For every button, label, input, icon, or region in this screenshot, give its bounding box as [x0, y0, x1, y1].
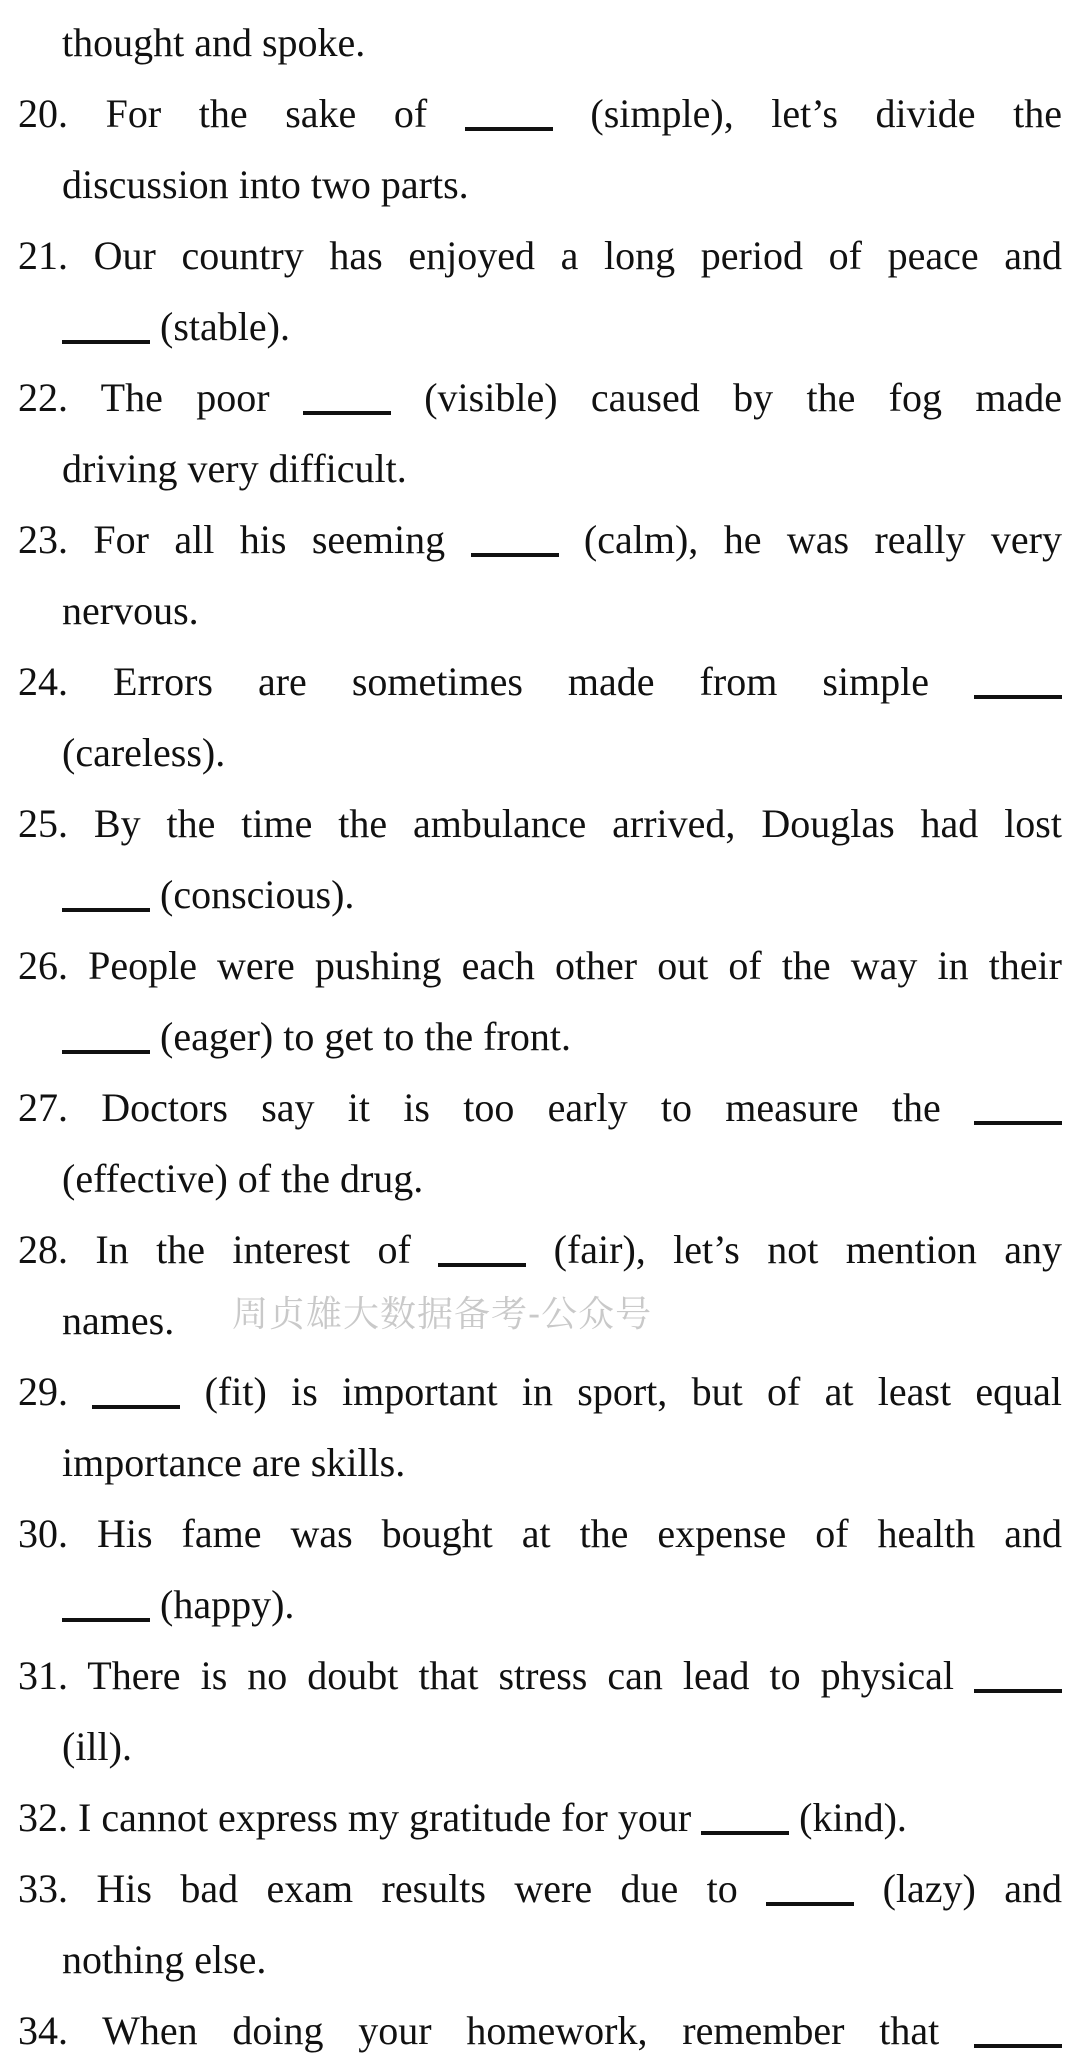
line-text: thought and spoke. — [62, 20, 366, 65]
line-text: (careless). — [62, 730, 226, 775]
line-text: (ill). — [62, 1724, 132, 1769]
line-text: (eager) to get to the front. — [62, 1002, 1062, 1072]
line-text: 21. Our country has enjoyed a long period of peace and — [18, 233, 1062, 278]
text-line — [0, 150, 1080, 220]
line-text: 28. In the interest of (fair), let’s not mention any — [18, 1227, 1062, 1272]
answer-blank — [766, 1866, 854, 1906]
text-line — [0, 8, 1080, 78]
text-line — [0, 1144, 1080, 1214]
watermark-text: 周贞雄大数据备考-公众号 — [232, 1294, 653, 1335]
line-text: nervous. — [62, 588, 199, 633]
answer-blank — [974, 2008, 1062, 2048]
line-text: 26. People were pushing each other out of the way in their — [18, 943, 1062, 988]
question-26-line — [0, 931, 1080, 1001]
answer-blank — [974, 1085, 1062, 1125]
answer-blank — [974, 659, 1062, 699]
line-text: 27. Doctors say it is too early to measure the — [18, 1073, 1062, 1143]
question-28-line — [0, 1215, 1080, 1285]
question-33-line — [0, 1854, 1080, 1924]
text-line — [0, 1428, 1080, 1498]
line-text: 32. I cannot express my gratitude for your (kind). — [18, 1795, 907, 1840]
question-27-line — [0, 1073, 1080, 1143]
question-30-line — [0, 1499, 1080, 1569]
line-text: discussion into two parts. — [62, 162, 469, 207]
answer-blank — [62, 1582, 150, 1622]
question-20-line — [0, 79, 1080, 149]
question-31-line — [0, 1641, 1080, 1711]
line-text: 31. There is no doubt that stress can lead to physical — [18, 1641, 1062, 1711]
question-25-line — [0, 789, 1080, 859]
answer-blank — [62, 872, 150, 912]
text-line — [0, 434, 1080, 504]
question-24-line — [0, 647, 1080, 717]
line-text: (conscious). — [62, 860, 1062, 930]
answer-blank — [62, 304, 150, 344]
answer-blank — [438, 1227, 526, 1267]
line-text: 30. His fame was bought at the expense of health and — [18, 1511, 1062, 1556]
answer-blank — [303, 375, 391, 415]
question-29-line — [0, 1357, 1080, 1427]
question-21-line — [0, 221, 1080, 291]
line-text: importance are skills. — [62, 1440, 406, 1485]
answer-blank — [471, 517, 559, 557]
line-text: names. — [62, 1298, 175, 1343]
text-line — [0, 1002, 1080, 1072]
text-line — [0, 1712, 1080, 1782]
question-34-line — [0, 1996, 1080, 2066]
line-text: 20. For the sake of (simple), let’s divide the — [18, 91, 1063, 136]
answer-blank — [974, 1653, 1062, 1693]
question-23-line — [0, 505, 1080, 575]
line-text: driving very difficult. — [62, 446, 407, 491]
answer-blank — [465, 91, 553, 131]
line-text: 25. By the time the ambulance arrived, Douglas had lost — [18, 801, 1062, 846]
text-line — [0, 860, 1080, 930]
answer-blank — [92, 1369, 180, 1409]
text-line — [0, 1925, 1080, 1995]
text-line — [0, 576, 1080, 646]
line-text: 24. Errors are sometimes made from simple — [18, 647, 1062, 717]
text-line — [0, 292, 1080, 362]
line-text: (stable). — [62, 292, 1062, 362]
line-text: 34. When doing your homework, remember that — [18, 1996, 1062, 2066]
line-text: 33. His bad exam results were due to (lazy) and — [18, 1866, 1062, 1911]
answer-blank — [62, 1014, 150, 1054]
text-line — [0, 1570, 1080, 1640]
line-text: (effective) of the drug. — [62, 1156, 424, 1201]
answer-blank — [701, 1795, 789, 1835]
text-line — [0, 718, 1080, 788]
question-32-line — [0, 1783, 1080, 1853]
line-text: 23. For all his seeming (calm), he was really very — [18, 517, 1062, 562]
line-text: (happy). — [62, 1570, 1062, 1640]
line-text: nothing else. — [62, 1937, 267, 1982]
line-text: 29. (fit) is important in sport, but of at least equal — [18, 1369, 1062, 1414]
line-text: 22. The poor (visible) caused by the fog made — [18, 375, 1062, 420]
question-22-line — [0, 363, 1080, 433]
